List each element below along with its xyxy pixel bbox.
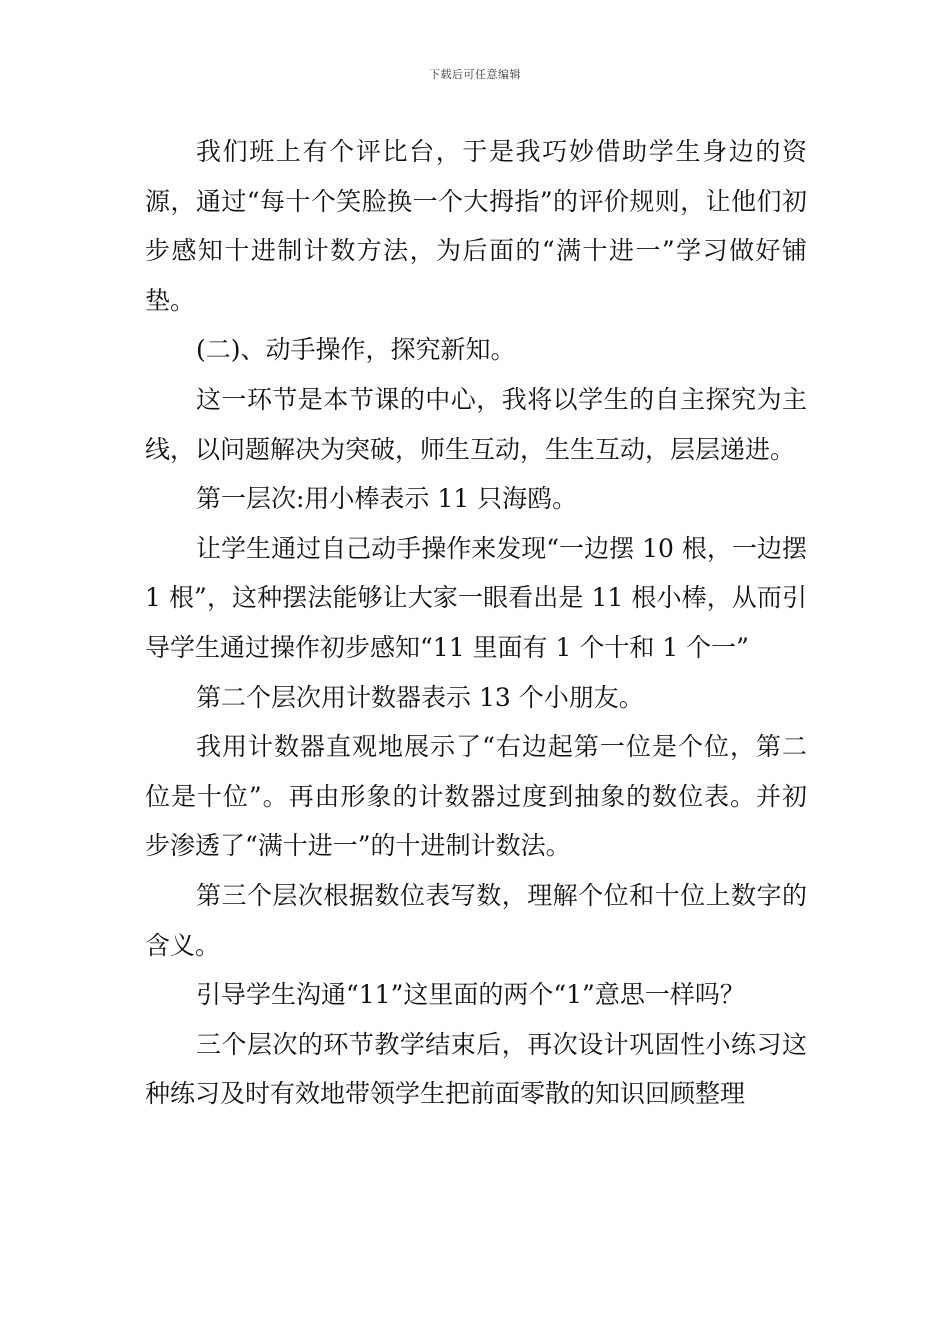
paragraph-level-three: 第三个层次根据数位表写数，理解个位和十位上数字的含义。	[145, 880, 807, 960]
paragraph-evaluation-board: 我们班上有个评比台，于是我巧妙借助学生身边的资源，通过“每十个笑脸换一个大拇指”的评价规则，让他们初步感知十进制计数方法，为后面的“满十进一”学习做好铺垫。	[145, 137, 807, 315]
page-header: 下载后可任意编辑	[429, 68, 521, 81]
paragraph-sticks-operation: 让学生通过自己动手操作来发现“一边摆 10 根，一边摆 1 根”，这种摆法能够让大家一眼看出是 11 根小棒，从而引导学生通过操作初步感知“11 里面有 1 个十和 1 个一”	[145, 533, 807, 662]
paragraph-guide-question: 引导学生沟通“11”这里面的两个“1”意思一样吗？	[196, 980, 745, 1010]
paragraph-practice: 三个层次的环节教学结束后，再次设计巩固性小练习这种练习及时有效地带领学生把前面零散的知识回顾整理	[145, 1029, 807, 1109]
paragraph-level-one: 第一层次:用小棒表示 11 只海鸥。	[196, 484, 578, 514]
document-body	[145, 127, 807, 1119]
paragraph-core-segment: 这一环节是本节课的中心，我将以学生的自主探究为主线，以问题解决为突破，师生互动，生生互动，层层递进。	[145, 384, 807, 464]
paragraph-counter-demo: 我用计数器直观地展示了“右边起第一位是个位，第二位是十位”。再由形象的计数器过度到抽象的数位表。并初步渗透了“满十进一”的十进制计数法。	[145, 732, 807, 861]
section-heading-hands-on: (二)、动手操作，探究新知。	[196, 335, 516, 365]
paragraph-level-two: 第二个层次用计数器表示 13 个小朋友。	[196, 682, 644, 712]
